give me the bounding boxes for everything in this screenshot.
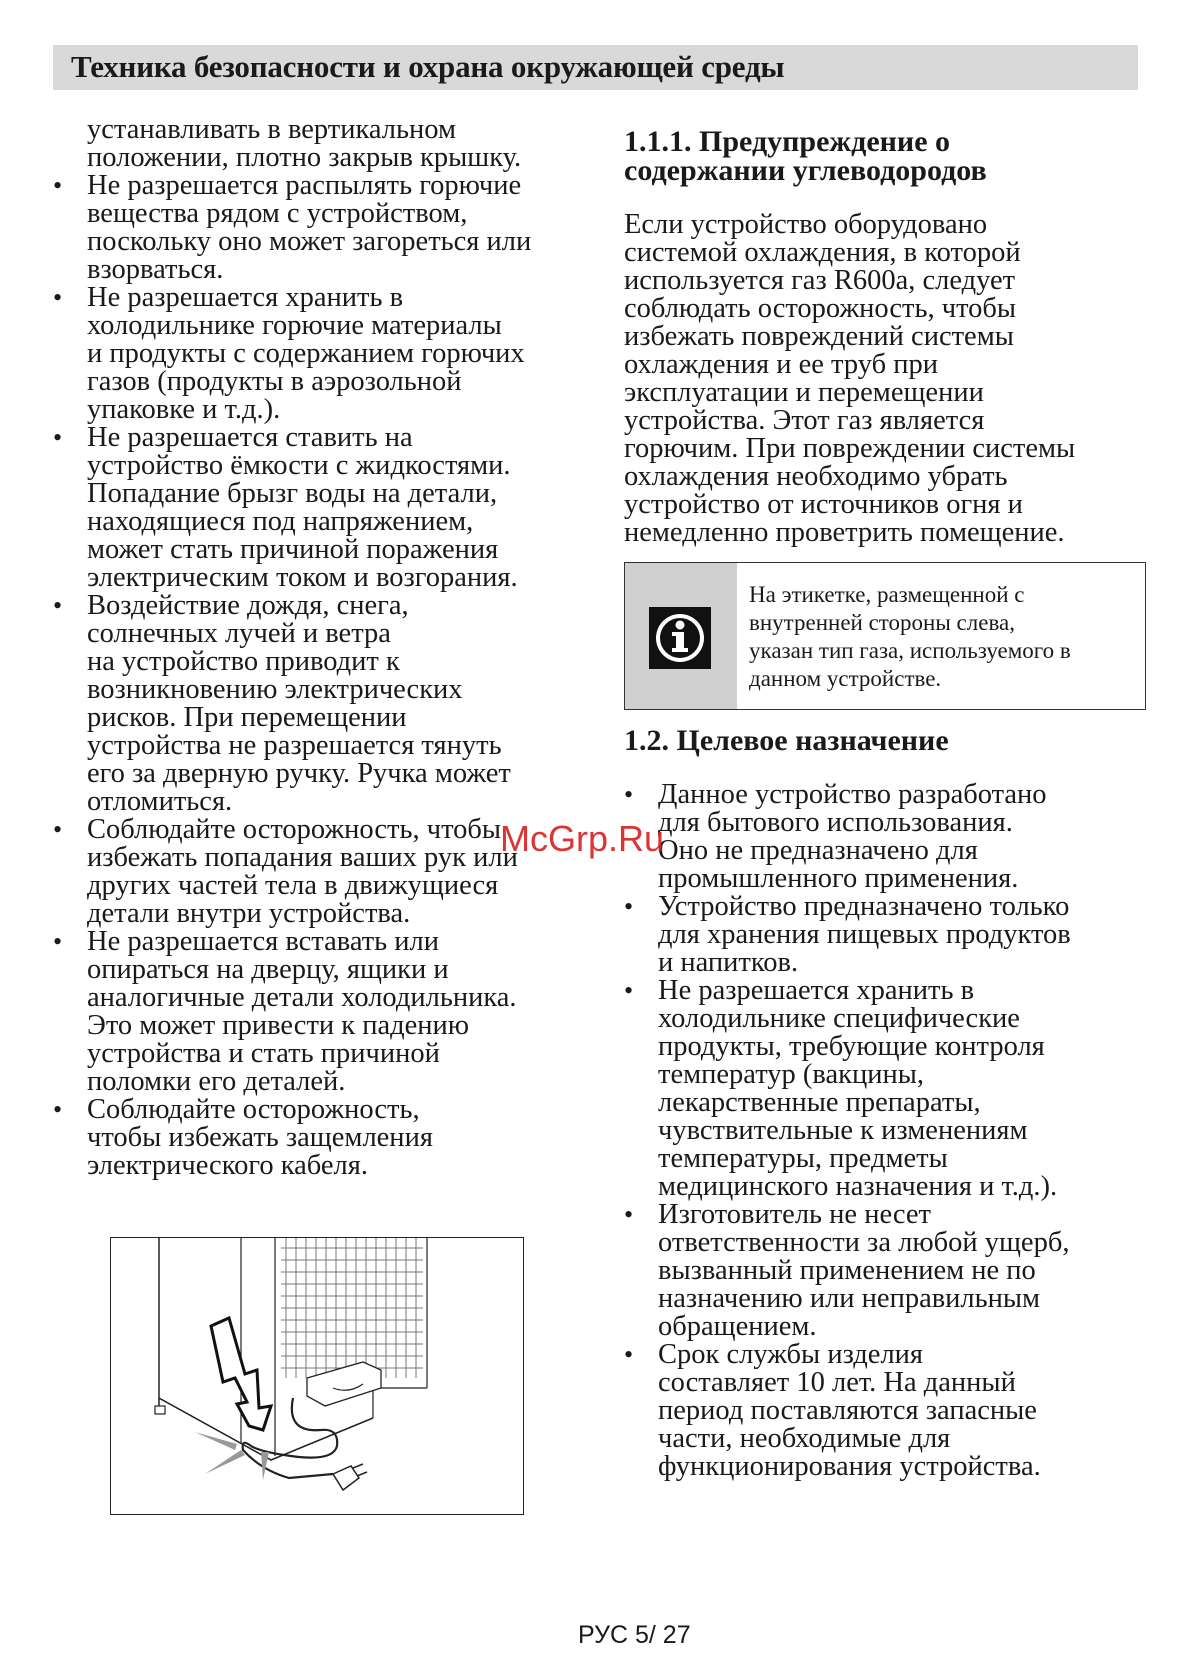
list-item-line: его за дверную ручку. Ручка может [87, 758, 511, 789]
right-column [624, 127, 1144, 547]
list-item-line: температуры, предметы [658, 1143, 948, 1174]
list-item-line: Не разрешается распылять горючие [87, 170, 522, 201]
list-item-line: устройство ёмкости с жидкостями. [87, 450, 511, 481]
paragraph-line: соблюдать осторожность, чтобы [624, 293, 1017, 324]
list-item-line: поломки его деталей. [87, 1066, 346, 1097]
list-item-line: Оно не предназначено для [658, 835, 978, 866]
list-item-line: промышленного применения. [658, 863, 1019, 894]
list-item-line: Не разрешается хранить в [658, 975, 975, 1006]
list-item [53, 1096, 598, 1180]
list-item-line: и продукты с содержанием горючих [87, 338, 525, 369]
bullet-marker: • [624, 976, 634, 1005]
paragraph-line: охлаждения необходимо убрать [624, 461, 1008, 492]
list-item-line: для хранения пищевых продуктов [658, 919, 1071, 950]
list-item [624, 893, 1144, 977]
refrigerator-cable-illustration [110, 1237, 524, 1515]
left-column [53, 116, 598, 1180]
paragraph-line: устройства. Этот газ является [624, 405, 985, 436]
list-item [53, 592, 598, 816]
list-item-line: Не разрешается ставить на [87, 422, 413, 453]
bullet-marker: • [53, 815, 63, 844]
paragraph-line: охлаждения и ее труб при [624, 349, 938, 380]
paragraph-line: избежать повреждений системы [624, 321, 1014, 352]
bullet-marker: • [53, 283, 63, 312]
list-item-line: чувствительные к изменениям [658, 1115, 1028, 1146]
list-item-line: аналогичные детали холодильника. [87, 982, 517, 1013]
left-bullet-list [53, 172, 598, 1180]
bullet-marker: • [53, 927, 63, 956]
list-item-line: составляет 10 лет. На данный [658, 1367, 1016, 1398]
bullet-marker: • [53, 591, 63, 620]
paragraph-line: системой охлаждения, в которой [624, 237, 1021, 268]
list-item-line: продукты, требующие контроля [658, 1031, 1045, 1062]
list-item [624, 1341, 1144, 1481]
list-item-line: детали внутри устройства. [87, 898, 411, 929]
right-bullet-list [624, 781, 1144, 1481]
watermark: McGrp.Ru [500, 818, 665, 859]
bullet-marker: • [624, 1340, 634, 1369]
list-item-line: Изготовитель не несет [658, 1199, 931, 1230]
bullet-marker: • [53, 1095, 63, 1124]
bullet-marker: • [624, 892, 634, 921]
list-item-line: на устройство приводит к [87, 646, 400, 677]
list-item-line: части, необходимые для [658, 1423, 951, 1454]
list-item-line: период поставляются запасные [658, 1395, 1037, 1426]
list-item-line: опираться на дверцу, ящики и [87, 954, 449, 985]
section-heading-intended-use: 1.2. Целевое назначение [624, 724, 949, 757]
list-item-line: температур (вакцины, [658, 1059, 925, 1090]
list-item-line: функционирования устройства. [658, 1451, 1041, 1482]
list-item-line: отломиться. [87, 786, 233, 817]
list-item-line: вещества рядом с устройством, [87, 198, 468, 229]
list-item [624, 977, 1144, 1201]
list-item-line: ответственности за любой ущерб, [658, 1227, 1070, 1258]
list-item-line: холодильнике горючие материалы [87, 310, 502, 341]
page-title: Техника безопасности и охрана окружающей среды [71, 49, 785, 84]
list-item-line: избежать попадания ваших рук или [87, 842, 518, 873]
list-item-line: Попадание брызг воды на детали, [87, 478, 498, 509]
list-item-line: и напитков. [658, 947, 799, 978]
intended-use-section [624, 726, 1144, 1481]
list-item-line: электрического кабеля. [87, 1150, 369, 1181]
list-item-line: Соблюдайте осторожность, [87, 1094, 420, 1125]
bullet-marker: • [624, 1200, 634, 1229]
list-item-line: рисков. При перемещении [87, 702, 407, 733]
paragraph-line: эксплуатации и перемещении [624, 377, 984, 408]
list-item-line: назначению или неправильным [658, 1283, 1041, 1314]
list-item-line: обращением. [658, 1311, 817, 1342]
bullet-marker: • [53, 171, 63, 200]
list-item [624, 781, 1144, 893]
intro-text: устанавливать в вертикальном положении, плотно закрыв крышку. [87, 114, 522, 173]
list-item-line: других частей тела в движущиеся [87, 870, 499, 901]
page-number: РУС 5/ 27 [578, 1621, 691, 1649]
cable-warning-drawing [111, 1238, 523, 1514]
list-item-line: устройства не разрешается тянуть [87, 730, 502, 761]
info-icon [647, 605, 713, 671]
paragraph-line: устройство от источников огня и [624, 489, 1023, 520]
list-item-line: упаковке и т.д.). [87, 394, 281, 425]
list-item [53, 172, 598, 284]
list-item-line: для бытового использования. [658, 807, 1013, 838]
list-item [624, 1201, 1144, 1341]
paragraph-line: горючим. При повреждении системы [624, 433, 1076, 464]
list-item-line: чтобы избежать защемления [87, 1122, 433, 1153]
list-item-line: солнечных лучей и ветра [87, 618, 391, 649]
list-item-line: Воздействие дождя, снега, [87, 590, 409, 621]
hydrocarbon-paragraph [624, 211, 1144, 547]
bullet-marker: • [53, 423, 63, 452]
list-item-line: Данное устройство разработано [658, 779, 1047, 810]
info-note-box [624, 562, 1146, 710]
list-item [53, 284, 598, 424]
list-item-line: холодильнике специфические [658, 1003, 1020, 1034]
list-item [53, 424, 598, 592]
list-item-line: вызванный применением не по [658, 1255, 1036, 1286]
list-item-line: Это может привести к падению [87, 1010, 470, 1041]
list-item-line: электрическим током и возгорания. [87, 562, 518, 593]
section-heading-hydrocarbons: 1.1.1. Предупреждение о содержании углеводородов [624, 125, 987, 187]
list-item-line: лекарственные препараты, [658, 1087, 981, 1118]
list-item-line: может стать причиной поражения [87, 534, 499, 565]
page-header-bar [53, 45, 1138, 90]
list-item-line: находящиеся под напряжением, [87, 506, 474, 537]
list-item-line: возникновению электрических [87, 674, 463, 705]
list-item-line: Не разрешается вставать или [87, 926, 440, 957]
list-item-line: поскольку оно может загореться или [87, 226, 532, 257]
list-item-line: Не разрешается хранить в [87, 282, 404, 313]
list-item-line: Соблюдайте осторожность, чтобы [87, 814, 502, 845]
paragraph-line: немедленно проветрить помещение. [624, 517, 1065, 548]
list-item-line: газов (продукты в аэрозольной [87, 366, 462, 397]
list-item-line: Срок службы изделия [658, 1339, 924, 1370]
list-item-line: взорваться. [87, 254, 224, 285]
paragraph-line: используется газ R600a, следует [624, 265, 1016, 296]
bullet-marker: • [624, 780, 634, 809]
paragraph-line: Если устройство оборудовано [624, 209, 988, 240]
list-item [53, 928, 598, 1096]
list-item-line: устройства и стать причиной [87, 1038, 440, 1069]
info-note-text: На этикетке, размещенной с внутренней стороны слева, указан тип газа, используемого в данном устройстве. [749, 582, 1071, 691]
list-item-line: Устройство предназначено только [658, 891, 1070, 922]
info-note-sidebar [625, 563, 737, 709]
list-item-line: медицинского назначения и т.д.). [658, 1171, 1058, 1202]
